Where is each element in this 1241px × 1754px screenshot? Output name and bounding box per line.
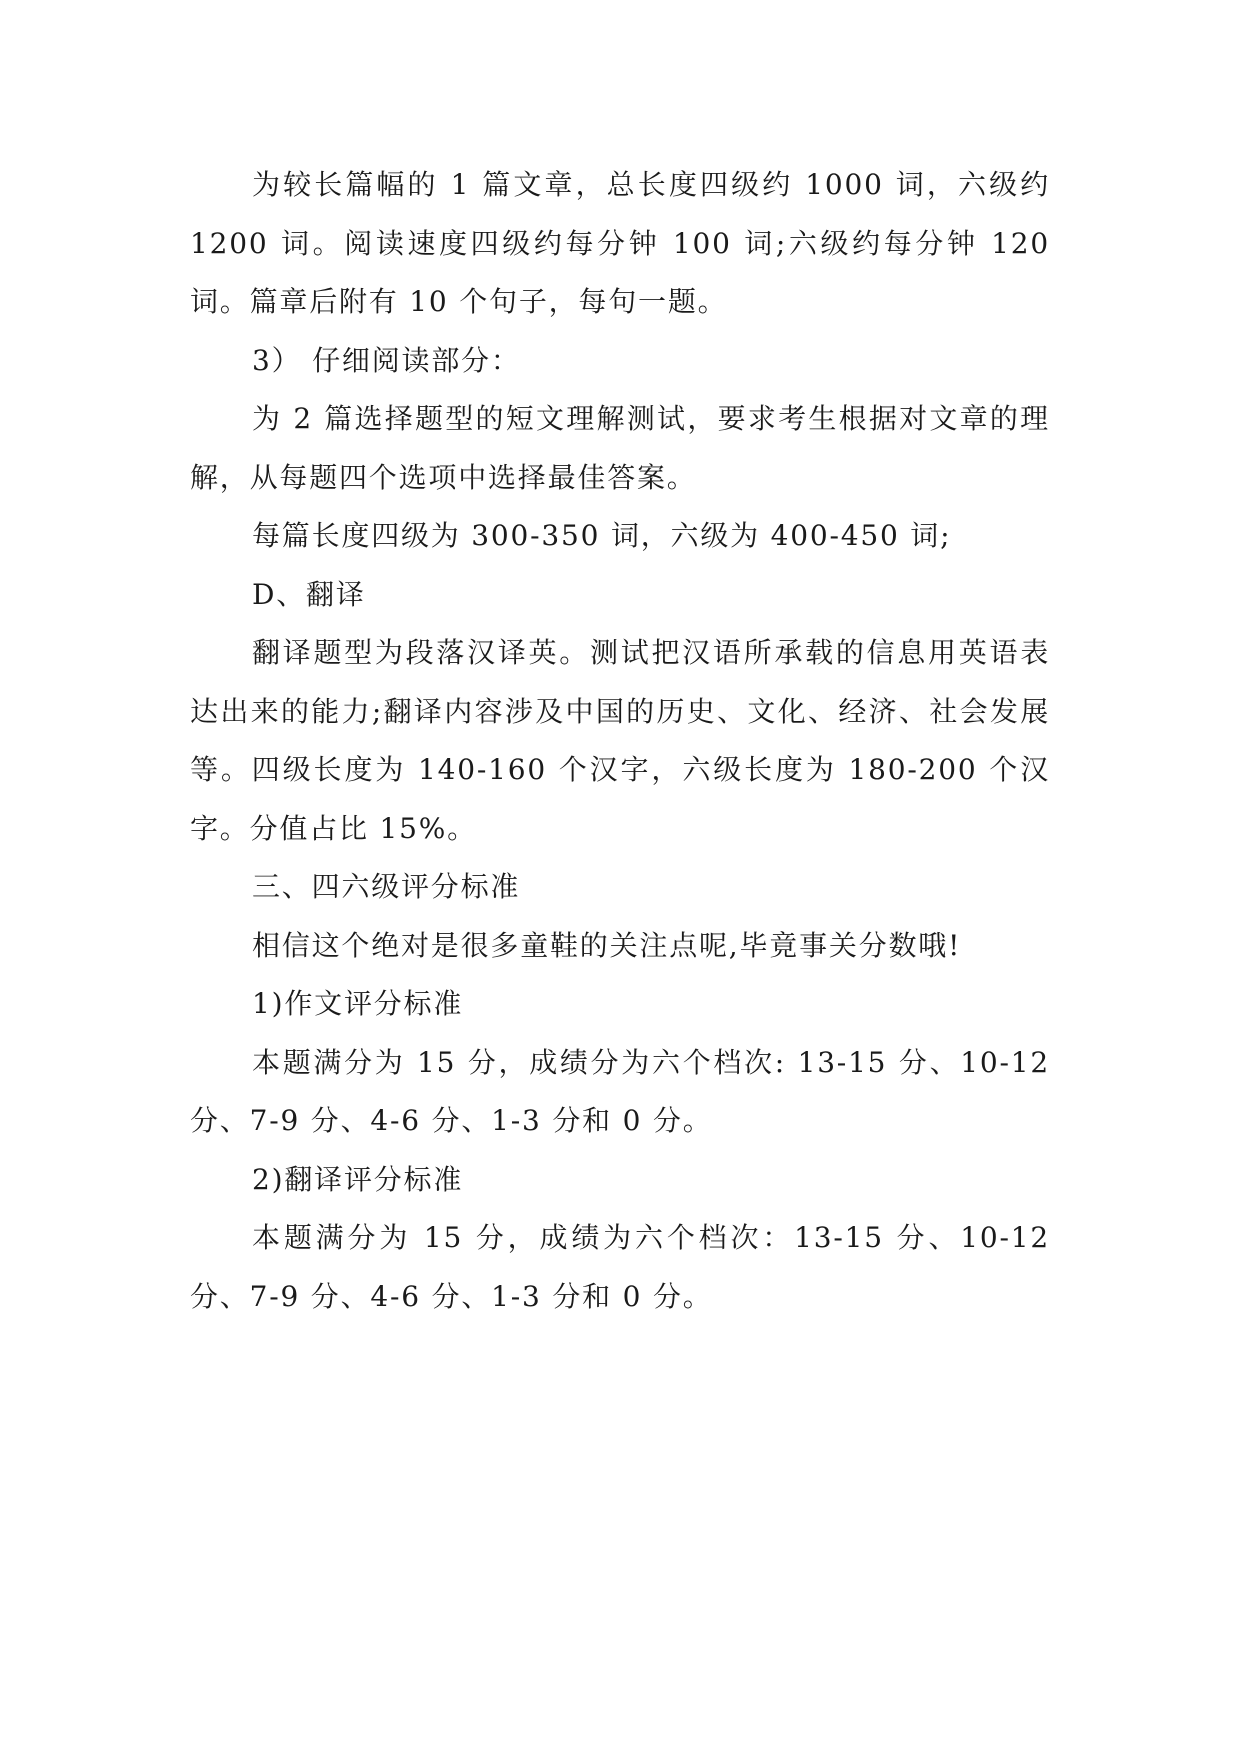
document-body <box>190 156 1050 1326</box>
paragraph-scoring-intro: 相信这个绝对是很多童鞋的关注点呢,毕竟事关分数哦! <box>252 928 962 962</box>
paragraph-translation-scoring-detail: 本题满分为 15 分，成绩为六个档次：13-15 分、10-12 分、7-9 分、4-6 分、1-3 分和 0 分。 <box>190 1221 1050 1313</box>
paragraph-translation-heading: D、翻译 <box>252 577 366 611</box>
paragraph-scoring-section-heading: 三、四六级评分标准 <box>252 870 521 903</box>
paragraph-careful-reading-description: 为 2 篇选择题型的短文理解测试，要求考生根据对文章的理解，从每题四个选项中选择最佳答案。 <box>190 402 1050 494</box>
paragraph-essay-scoring-heading: 1)作文评分标准 <box>252 987 464 1020</box>
paragraph-passage-length: 每篇长度四级为 300-350 词，六级为 400-450 词; <box>252 519 952 552</box>
paragraph-careful-reading-heading: 3） 仔细阅读部分： <box>252 343 521 377</box>
paragraph-translation-description: 翻译题型为段落汉译英。测试把汉语所承载的信息用英语表达出来的能力;翻译内容涉及中国的历史、文化、经济、社会发展等。四级长度为 140-160 个汉字，六级长度为 180-200 个汉字。分值占比 15%。 <box>190 636 1050 845</box>
paragraph-reading-long-description: 为较长篇幅的 1 篇文章，总长度四级约 1000 词，六级约 1200 词。阅读速度四级约每分钟 100 词;六级约每分钟 120 词。篇章后附有 10 个句子，每句一题。 <box>190 168 1050 318</box>
paragraph-translation-scoring-heading: 2)翻译评分标准 <box>252 1162 464 1196</box>
paragraph-essay-scoring-detail: 本题满分为 15 分，成绩分为六个档次: 13-15 分、10-12 分、7-9 分、4-6 分、1-3 分和 0 分。 <box>190 1045 1050 1137</box>
